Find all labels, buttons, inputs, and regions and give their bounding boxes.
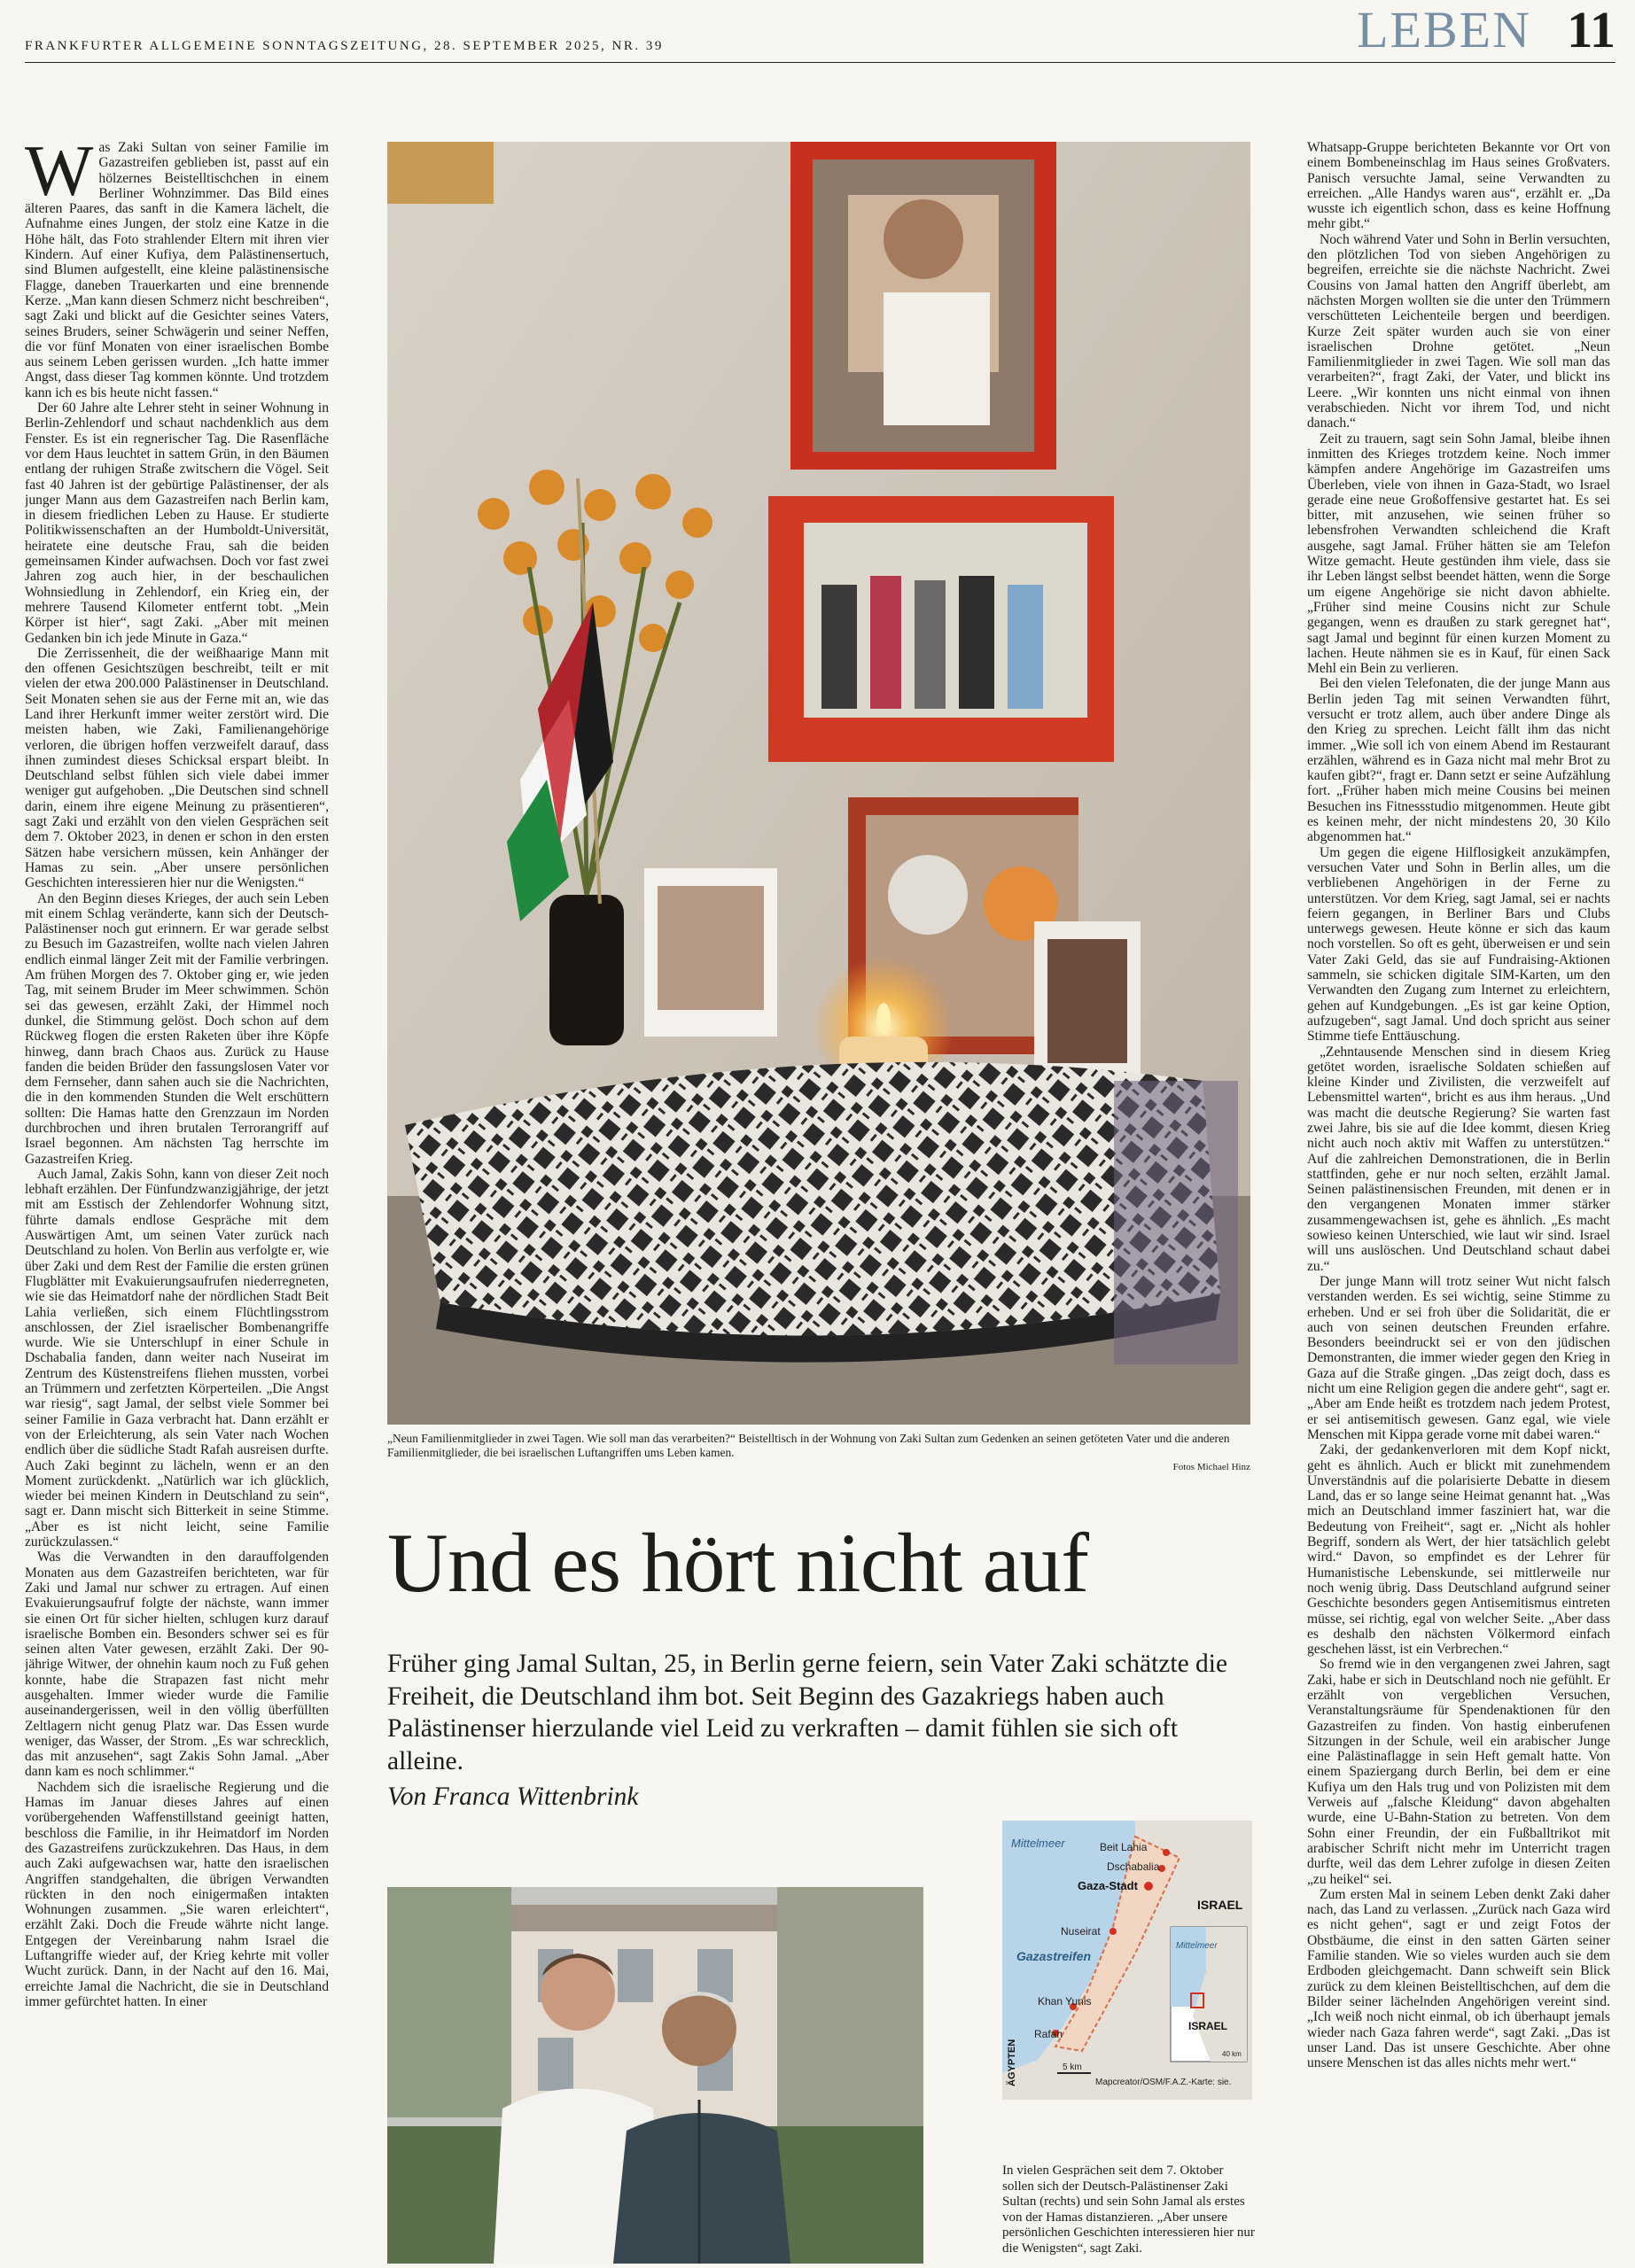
main-photo-caption [387,1432,1250,1474]
map-country-label: ÄGYPTEN [1007,2039,1017,2086]
article-paragraph: Der 60 Jahre alte Lehrer steht in seiner Wohnung in Berlin-Zehlendorf und schaut nachdenklich aus dem Fenster. Es ist ein regnerischer Tag. Die Rasenfläche vor dem Haus leuchtet in sattem Grün, in den Bäumen entlang der ruhigen Straße zwitschern die Vögel. Seit fast 40 Jahren ist der gebürtige Palästinenser, der als junger Mann aus dem Gazastreifen nach Berlin kam, in diesem friedlichen Leben zu Hause. Er studierte Politikwissenschaften an der Humboldt-Universität, heiratete eine deutsche Frau, sah die beiden gemeinsamen Kinder aufwachsen. Doch vor fast zwei Jahren zog auch hier, in der beschaulichen Wohnsiedlung in Zehlendorf, ein Krieg ein, der mehrere Tausend Kilometer entfernt tobt. „Mein Körper ist hier“, sagt Zaki. „Aber mit meinen Gedanken bin ich jede Minute in Gaza.“ [25,400,329,646]
map-place-label: Nuseirat [1061,1925,1101,1938]
main-caption-text: „Neun Familienmitglieder in zwei Tagen. Wie soll man das verarbeiten?“ Beistelltisch in der Wohnung von Zaki Sultan zum Gedenken an seinen getöteten Vater und die anderen Familienmitglieder, die bei israelischen Luftangriffen ums Leben kamen. [387,1432,1230,1459]
map-place-label: Dschabalia [1107,1860,1160,1873]
article-paragraph: Bei den vielen Telefonaten, die der junge Mann aus Berlin jeden Tag mit seinen Verwandten führt, versucht er trotz allem, auch über andere Dinge als den Krieg zu sprechen. Leicht fällt ihm das nicht immer. „Wie soll ich von einem Abend im Restaurant erzählen, während es in Gaza nicht mal mehr Brot zu kaufen gibt?“, fragt er. Dann setzt er seine Aufzählung fort. „Früher haben mich meine Cousins bei meinen Besuchen ins Fitnessstudio mitgenommen. Heute gibt es keinen mehr, der nicht mindestens 20, 30 Kilo abgenommen hat.“ [1307,676,1610,845]
article-paragraph: Die Zerrissenheit, die der weißhaarige Mann mit den offenen Gesichtszügen beschreibt, teilt er mit vielen der etwa 200.000 Palästinenser in Deutschland. Seit Monaten sehen sie aus der Ferne mit an, wie das Land ihrer Herkunft immer weiter zerstört wird. Die meisten haben, wie Zaki, Familienangehörige verloren, die übrigen hoffen verzweifelt darauf, dass ihnen zumindest dieses Schicksal erspart bleibt. In Deutschland selbst fühlen sich viele dabei immer weniger gut aufgehoben. „Die Deutschen sind schnell darin, einem ihre eigene Meinung zu präsentieren“, sagt Zaki und erzählt von den vielen Gesprächen seit dem 7. Oktober 2023, in denen er schon in den ersten Sätzen habe versichern müssen, kein Anhänger der Hamas zu sein. „Aber unsere persönlichen Geschichten interessieren hier nur die Wenigsten.“ [25,645,329,891]
article-paragraph: Der junge Mann will trotz seiner Wut nicht falsch verstanden werden. Es sei wichtig, seine Stimme zu erheben. Und er sei froh über die Solidarität, die er auch von seinen deutschen Freunden erfahre. Besonders beeindruckt sei er von den jüdischen Demonstranten, die immer wieder gegen den Krieg in Gaza auf die Straße gingen. „Das zeigt doch, dass es nicht um eine Religion gegen die andere geht“, sagt er. „Aber am Ende heißt es trotzdem nach jedem Protest, er sei antisemitisch gewesen. Ganz egal, wie viele Menschen mit Kippa gerade vorne mit dabei waren.“ [1307,1273,1610,1442]
small-photo-caption: In vielen Gesprächen seit dem 7. Oktober sollen sich der Deutsch-Palästinenser Zaki Sultan (rechts) und sein Sohn Jamal als erstes von der Hamas distanzieren. „Aber unsere persönlichen Geschichten interessieren hier nur die Wenigsten“, sagt Zaki. [1002,2163,1255,2256]
article-paragraph: So fremd wie in den vergangenen zwei Jahren, sagt Zaki, habe er sich in Deutschland noch nie gefühlt. Er erzählt von vergeblichen Versuchen, Veranstaltungsräume für Spendenaktionen für den Gazastreifen zu finden. Von hastig einberufenen Sitzungen in der Schule, weil ein arabischer Junge eine Palästinaflagge in sein Heft gemalt hatte. Von einem Spaziergang durch Berlin, bei dem er eine Kufiya um den Hals trug und von Polizisten mit dem Verweis auf „falsche Kleidung“ davon abgehalten wurde, eine U-Bahn-Station zu betreten. Von dem Sohn einer Freundin, der ein Fußballtrikot mit arabischer Schrift nicht mehr im Unterricht tragen durfte, weil das dem Lehrer zufolge in diesen Zeiten „zu heikel“ sei. [1307,1657,1610,1887]
map-region-label: Gazastreifen [1016,1949,1092,1963]
article-paragraph: An den Beginn dieses Krieges, der auch sein Leben mit einem Schlag veränderte, kann sich der Deutsch-Palästinenser noch gut erinnern. Er war gerade selbst zu Besuch im Gazastreifen, wollte nach vielen Jahren endlich einmal länger Zeit mit der Familie verbringen. Am frühen Morgen des 7. Oktober ging er, wie jeden Tag, mit seinem Bruder im Meer schwimmen. Schön sei das gewesen, erzählt Zaki, der Himmel noch dunkel, die Stimmung gelöst. Doch schon auf dem Rückweg flogen die ersten Raketen über ihre Köpfe hinweg, dann brach Chaos aus. Zurück zu Hause fanden die beiden Brüder den fassungslosen Vater vor dem Fernseher, dann sahen auch sie die Nachrichten, die in den kommenden Stunden die Welt erschüttern sollten: Die Hamas hatte den Grenzzaun im Norden durchbrochen und ihren brutalen Terrorangriff auf Israel begonnen. Am nächsten Tag herrschte im Gazastreifen Krieg. [25,890,329,1167]
map-place-label: Gaza-Stadt [1078,1879,1138,1892]
lead-text: as Zaki Sultan von seiner Familie im Gazastreifen geblieben ist, passt auf ein hölzernes Beistelltischchen in einem Berliner Wohnzimmer. Das Bild eines älteren Paares, das sanft in die Kamera lächelt, die Aufnahme eines Jungen, der stolz eine Katze in die Höhe hält, das Foto strahlender Eltern mit ihren vier Kindern. Auf einer Kufiya, dem Palästinensertuch, sind Blumen aufgestellt, eine kleine palästinensische Flagge, daneben Trauerkarten und eine brennende Kerze. „Man kann diesen Schmerz nicht beschreiben“, sagt Zaki und blickt auf die Gesichter seines Vaters, seines Bruders, seiner Schwägerin und seiner Neffen, die vor fünf Monaten von einer israelischen Bombe aus seinem Leben gerissen wurden. „Ich hatte immer Angst, dass dieser Tag kommen könnte. Und trotzdem kann ich es bis heute nicht fassen.“ [25,140,329,400]
article-paragraph: Noch während Vater und Sohn in Berlin versuchten, den plötzlichen Tod von sieben Angehörigen zu begreifen, erreichte sie die nächste Nachricht. Zwei Cousins von Jamal hatten den Angriff überlebt, am nächsten Morgen wollten sie die unter den Trümmern verschütteten Leichenteile bergen und beerdigen. Kurze Zeit später wurden auch sie von einer israelischen Drohne getötet. „Neun Familienmitglieder in zwei Tagen. Wie soll man das verarbeiten?“, fragt Zaki, der Vater, und blickt ins Leere. „Wir konnten uns nicht einmal von ihnen verabschieden. Nicht vor ihrem Tod, und nicht danach.“ [1307,231,1610,431]
map-inset-country-label: ISRAEL [1188,2020,1228,2032]
gaza-map [1002,1821,1252,2100]
article-paragraph: Zeit zu trauern, sagt sein Sohn Jamal, bleibe ihnen inmitten des Krieges trotzdem keine. Noch immer kämpfen andere Angehörige im Gazastreifen ums Überleben, viele von ihnen in Gaza-Stadt, wo Israel gerade eine neue Großoffensive gestartet hat. Es sei bitter, mit anzusehen, wie seinen früher so lebensfrohen Verwandten schleichend die Kraft ausgehe, sagt Jamal. Früher hätten sie am Telefon Witze gemacht. Heute gestünden ihm viele, dass sie ihr Leben längst selbst beendet hätten, wenn die Sorge um eigene Angehörige sie nicht davon abhielte. „Früher sind meine Cousins nicht zur Schule gegangen, wenn es draußen zu stark geregnet hat“, sagt Jamal und beginnt für einen kurzen Moment zu lachen. Heute nähmen sie es in Kauf, für einen Sack Mehl ein Bein zu verlieren. [1307,431,1610,677]
paper-dateline: FRANKFURTER ALLGEMEINE SONNTAGSZEITUNG, 28. SEPTEMBER 2025, NR. 39 [25,39,664,53]
byline: Von Franca Wittenbrink [387,1783,639,1811]
map-sea-label: Mittelmeer [1011,1837,1065,1850]
article-paragraph: „Zehntausende Menschen sind in diesem Krieg getötet worden, israelische Soldaten schießen auf kleine Kinder und Zivilisten, die verzweifelt auf Lebensmittel warten“, bricht es aus ihm heraus. „Und was macht die deutsche Regierung? Sie warten fast zwei Jahre, bis sie auf die Idee kommt, diesen Krieg nicht auch noch aktiv mit Waffen zu unterstützen.“ Auf die zahlreichen Demonstrationen, die in Berlin stattfinden, gehe er nur noch selten, erzählt Jamal. Seinen palästinensischen Freunden, mit denen er in den vergangenen Monaten immer stärker zusammengewachsen ist, gehe es ähnlich. „Es macht sowieso keinen Unterschied, wie laut wir sind. Israel will uns auslöschen. Und Deutschland schaut dabei zu.“ [1307,1044,1610,1274]
map-inset-sea-label: Mittelmeer [1176,1941,1218,1951]
article-column-left [25,140,329,2259]
map-place-label: Khan Yunis [1038,1995,1092,2008]
article-column-right [1307,140,1610,2259]
map-scale-label: 5 km [1063,2062,1082,2072]
section-title: LEBEN [1357,1,1531,58]
photo-credit: Fotos Michael Hinz [1172,1462,1250,1472]
map-place-label: Beit Lahia [1100,1841,1148,1853]
article-paragraph: Auch Jamal, Zakis Sohn, kann von dieser Zeit noch lebhaft erzählen. Der Fünfundzwanzigjährige, der jetzt mit am Esstisch der Zehlendorfer Wohnung sitzt, führte damals endlose Gespräche mit dem Auswärtigen Amt, um seinen Vater zurück nach Deutschland zu holen. Von Berlin aus verfolgte er, wie über Zaki und dem Rest der Familie die ersten grünen Flugblätter mit Evakuierungsaufrufen niederregneten, wie sie das Heimatdorf nahe der nördlichen Stadt Beit Lahia verließen, sich einem Flüchtlingsstrom anschlossen, der Ziel israelischer Bombenangriffe wurde. Wie sie Unterschlupf in einer Schule in Dschabalia fanden, dann weiter nach Nuseirat im Zentrum des Küstenstreifens fliehen mussten, vorbei an Trümmern und zerfetzten Körperteilen. „Die Angst war riesig“, sagt Jamal, der selbst viele Sommer bei seiner Familie in Gaza verbracht hat. Dann erzählt er von der Erleichterung, als sein Vater nach Wochen endlich über die südliche Stadt Rafah ausreisen durfte. Auch Zaki beginnt zu lächeln, wenn er an den Moment zurückdenkt. „Natürlich war ich glücklich, wieder bei meinen Kindern in Deutschland zu sein“, sagt er. Dann mischt sich Bitterkeit in seine Stimme. „Aber es ist nicht leicht, seine Familie zurückzulassen.“ [25,1166,329,1550]
map-credit: Mapcreator/OSM/F.A.Z.-Karte: sie. [1095,2078,1232,2087]
map-inset-scale: 40 km [1222,2050,1242,2058]
article-paragraph: Was die Verwandten in den darauffolgenden Monaten aus dem Gazastreifen berichteten, war für Zaki und Jamal nur schwer zu ertragen. Auf einen Evakuierungsaufruf folgte der nächste, wann immer sie einen Ort für sicher hielten, schlugen kurz darauf israelische Bomben ein. Besonders schwer sei es für seinen alten Vater gewesen, erzählt Zaki. Der 90-jährige Witwer, der ohnehin kaum noch zu Fuß gehen konnte, habe die Strapazen fast nicht mehr ausgehalten. Immer wieder wurde die Familie auseinandergerissen, weil in den völlig überfüllten Zeltlagern nicht genug Platz war. Das Essen wurde weniger, das Wasser, der Strom. „Es war schrecklich, das mit anzusehen“, sagt Zakis Sohn Jamal. „Aber dann kam es noch schlimmer.“ [25,1550,329,1780]
page-number: 11 [1567,1,1616,58]
headline: Und es hört nicht auf [387,1516,1089,1610]
masthead [25,0,1616,63]
article-lead-paragraph [25,140,329,400]
deck-text: Früher ging Jamal Sultan, 25, in Berlin gerne feiern, sein Vater Zaki schätzte die Freiheit, die Deutschland ihm bot. Seit Beginn des Gazakriegs haben auch Palästinenser hierzulande viel Leid zu verkraften – damit fühlen sie sich oft alleine. [387,1650,1228,1775]
article-paragraph: Um gegen die eigene Hilflosigkeit anzukämpfen, versuchen Vater und Sohn in Berlin alles, um die verbliebenen Angehörigen in der Ferne zu unterstützen. Vor dem Krieg, sagt Jamal, sei er nachts feiern gegangen, in Berliner Bars und Clubs unterwegs gewesen. Heute könne er sich das kaum noch vorstellen. So oft es geht, überweisen er und sein Vater Zaki Geld, das sie auf Fundraising-Aktionen sammeln, sie schicken digitale SIM-Karten, um den Verwandten den Zugang zum Internet zu erleichtern, gehen auf Kundgebungen. „Es ist gar keine Option, aufzugeben“, sagt Jamal. Und doch spricht aus seiner Stimme tiefe Enttäuschung. [1307,844,1610,1045]
father-son-photo [387,1887,923,2264]
article-paragraph: Zum ersten Mal in seinem Leben denkt Zaki daher nach, das Land zu verlassen. „Zurück nach Gaza wird es nicht gehen“, sagt er und zeigt Fotos der Obstbäume, die einst in den satten Gärten seiner Familie standen. Wie so vieles wurden auch sie dem Erdboden gleichgemacht. Dann schweift sein Blick zurück zu dem kleinen Beistelltischchen, auf dem die Bilder seiner lächelnden Angehörigen vereint sind. „Ich weiß noch nicht einmal, ob ich überhaupt jemals wieder nach Gaza fahren werde“, sagt Zaki. „Das ist unser Land. Das ist unsere Geschichte. Aber ohne unsere Menschen ist das alles nichts mehr wert.“ [1307,1886,1610,2071]
drop-cap: W [25,140,94,211]
article-paragraph: Whatsapp-Gruppe berichteten Bekannte vor Ort von einem Bombeneinschlag im Haus seines Großvaters. Panisch versuchte Jamal, seine Verwandten zu erreichen. „Alle Handys waren aus“, erzählt er. „Da wusste ich eigentlich schon, dass es keine Hoffnung mehr gibt.“ [1307,140,1610,232]
article-paragraph: Nachdem sich die israelische Regierung und die Hamas im Januar dieses Jahres auf einen vorübergehenden Waffenstillstand geeinigt hatten, beschloss die Familie, in ihr Heimatdorf im Norden des Gazastreifens zurückzukehren. Das Haus, in dem auch Zaki aufgewachsen war, hatte den israelischen Angriffen standgehalten, die übrigen Verwandten rückten in den noch einigermaßen intakten Wohnungen zusammen. „Sie waren erleichtert“, erzählt Zaki. Doch die Freude währte nicht lange. Entgegen der Vereinbarung nahm Israel die Luftangriffe wieder auf, der Krieg kehrte mit voller Wucht zurück. Dann, in der Nacht auf den 16. Mai, erreichte Jamal die Nachricht, die sie in Deutschland immer gefürchtet hatten. In einer [25,1779,329,2009]
map-country-label: ISRAEL [1197,1898,1243,1912]
article-paragraph: Zaki, der gedankenverloren mit dem Kopf nickt, geht es ähnlich. Auch er blickt mit zunehmendem Unverständnis auf die polarisierte Debatte in diesem Land, das er so lange seine Heimat genannt hat. „Was mich an Deutschland immer fasziniert hat, war die Bedeutung von Freiheit“, sagt er. „Nicht als hohler Begriff, sondern als Wert, der hier tatsächlich gelebt wird.“ Davon, so empfindet es der Lehrer für Humanistische Lebenskunde, sei mittlerweile nur noch wenig übrig. Dass Deutschland aufgrund seiner Geschichte besonders gegen Antisemitismus eintreten müsse, sei richtig, egal von welcher Seite. „Aber dass es deshalb den nächsten Völkermord einfach geschehen lässt, ist ein Verbrechen.“ [1307,1442,1610,1658]
memorial-table-photo [387,142,1250,1425]
map-place-label: Rafah [1034,2028,1063,2040]
